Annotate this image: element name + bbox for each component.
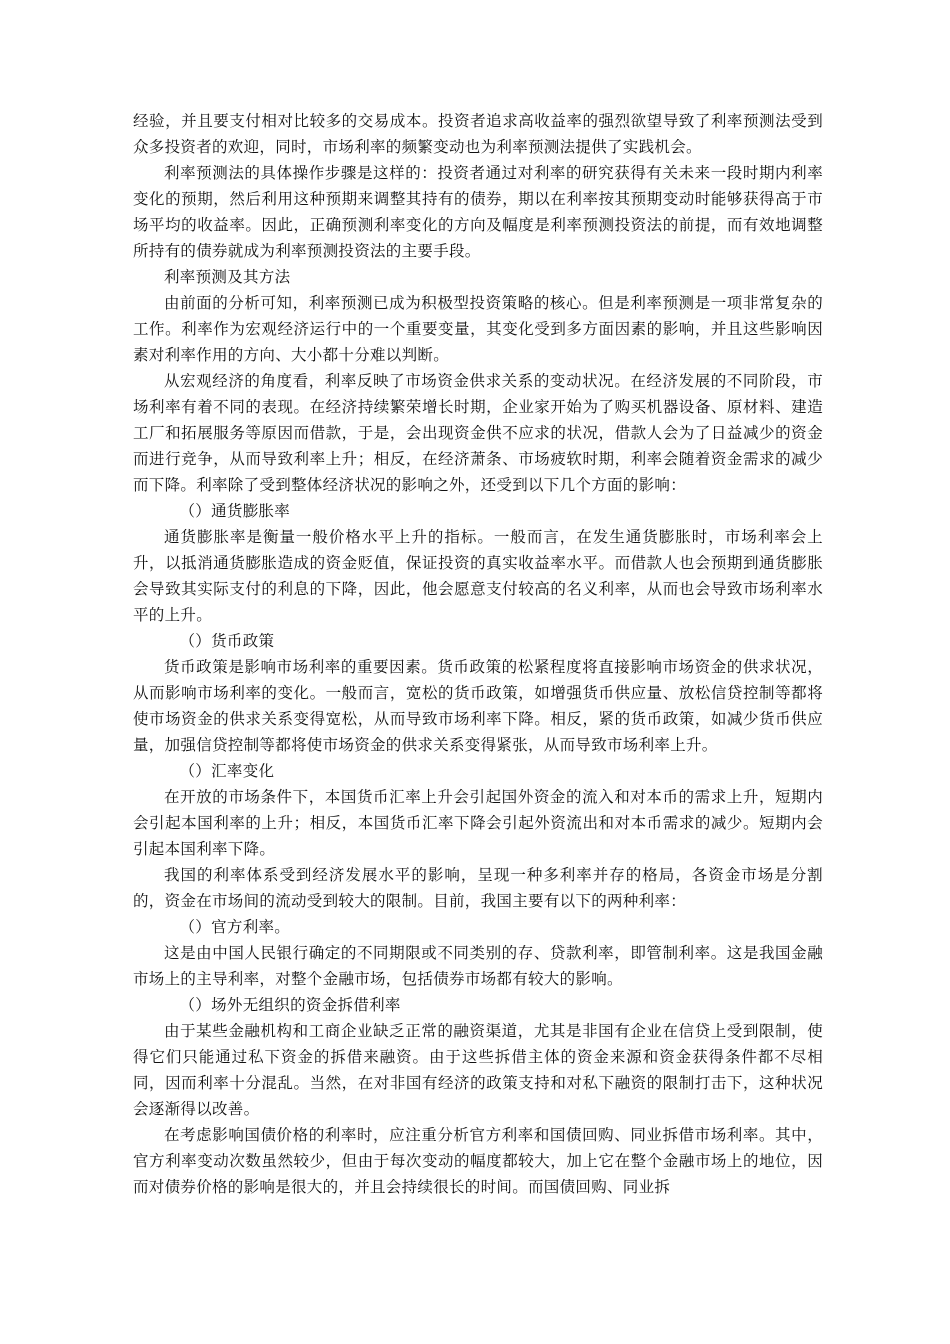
section-heading: 利率预测及其方法 (164, 268, 291, 286)
paragraph: 在考虑影响国债价格的利率时，应注重分析官方利率和国债回购、同业拆借市场利率。其中，官方利率变动次数虽然较少，但由于每次变动的幅度都较大，加上它在整个金融市场上的地位，因而对债券价格的影响是很大的，并且会持续很长的时间。而国债回购、同业拆 (133, 1126, 823, 1196)
subsection-heading: （）货币政策 (179, 632, 275, 650)
paragraph-continued: 经验，并且要支付相对比较多的交易成本。投资者追求高收益率的强烈欲望导致了利率预测法受到众多投资者的欢迎，同时，市场利率的频繁变动也为利率预测法提供了实践机会。 (133, 112, 823, 156)
paragraph: 这是由中国人民银行确定的不同期限或不同类别的存、贷款利率，即管制利率。这是我国金融市场上的主导利率，对整个金融市场，包括债券市场都有较大的影响。 (133, 944, 823, 988)
paragraph: 由前面的分析可知，利率预测已成为积极型投资策略的核心。但是利率预测是一项非常复杂的工作。利率作为宏观经济运行中的一个重要变量，其变化受到多方面因素的影响，并且这些影响因素对利率作用的方向、大小都十分难以判断。 (133, 294, 823, 364)
subsection-heading: （）汇率变化 (179, 762, 275, 780)
document-page (133, 108, 823, 1200)
paragraph: 从宏观经济的角度看，利率反映了市场资金供求关系的变动状况。在经济发展的不同阶段，市场利率有着不同的表现。在经济持续繁荣增长时期，企业家开始为了购买机器设备、原材料、建造工厂和拓展服务等原因而借款，于是，会出现资金供不应求的状况，借款人会为了日益减少的资金而进行竞争，从而导致利率上升；相反，在经济萧条、市场疲软时期，利率会随着资金需求的减少而下降。利率除了受到整体经济状况的影响之外，还受到以下几个方面的影响： (133, 372, 823, 494)
paragraph: 通货膨胀率是衡量一般价格水平上升的指标。一般而言，在发生通货膨胀时，市场利率会上升，以抵消通货膨胀造成的资金贬值，保证投资的真实收益率水平。而借款人也会预期到通货膨胀会导致其实际支付的利息的下降，因此，他会愿意支付较高的名义利率，从而也会导致市场利率水平的上升。 (133, 528, 823, 624)
paragraph: 利率预测法的具体操作步骤是这样的：投资者通过对利率的研究获得有关未来一段时期内利率变化的预期，然后利用这种预期来调整其持有的债券，期以在利率按其预期变动时能够获得高于市场平均的收益率。因此，正确预测利率变化的方向及幅度是利率预测投资法的前提，而有效地调整所持有的债券就成为利率预测投资法的主要手段。 (133, 164, 823, 260)
subsection-heading: （）通货膨胀率 (179, 502, 291, 520)
paragraph: 由于某些金融机构和工商企业缺乏正常的融资渠道，尤其是非国有企业在信贷上受到限制，使得它们只能通过私下资金的拆借来融资。由于这些拆借主体的资金来源和资金获得条件都不尽相同，因而利率十分混乱。当然，在对非国有经济的政策支持和对私下融资的限制打击下，这种状况会逐渐得以改善。 (133, 1022, 823, 1118)
subsection-heading: （）官方利率。 (179, 918, 291, 936)
paragraph: 货币政策是影响市场利率的重要因素。货币政策的松紧程度将直接影响市场资金的供求状况，从而影响市场利率的变化。一般而言，宽松的货币政策，如增强货币供应量、放松信贷控制等都将使市场资金的供求关系变得宽松，从而导致市场利率下降。相反，紧的货币政策，如减少货币供应量，加强信贷控制等都将使市场资金的供求关系变得紧张，从而导致市场利率上升。 (133, 658, 823, 754)
paragraph: 我国的利率体系受到经济发展水平的影响，呈现一种多利率并存的格局，各资金市场是分割的，资金在市场间的流动受到较大的限制。目前，我国主要有以下的两种利率： (133, 866, 823, 910)
subsection-heading: （）场外无组织的资金拆借利率 (179, 996, 401, 1014)
paragraph: 在开放的市场条件下，本国货币汇率上升会引起国外资金的流入和对本币的需求上升，短期内会引起本国利率的上升；相反，本国货币汇率下降会引起外资流出和对本币需求的减少。短期内会引起本国利率下降。 (133, 788, 823, 858)
